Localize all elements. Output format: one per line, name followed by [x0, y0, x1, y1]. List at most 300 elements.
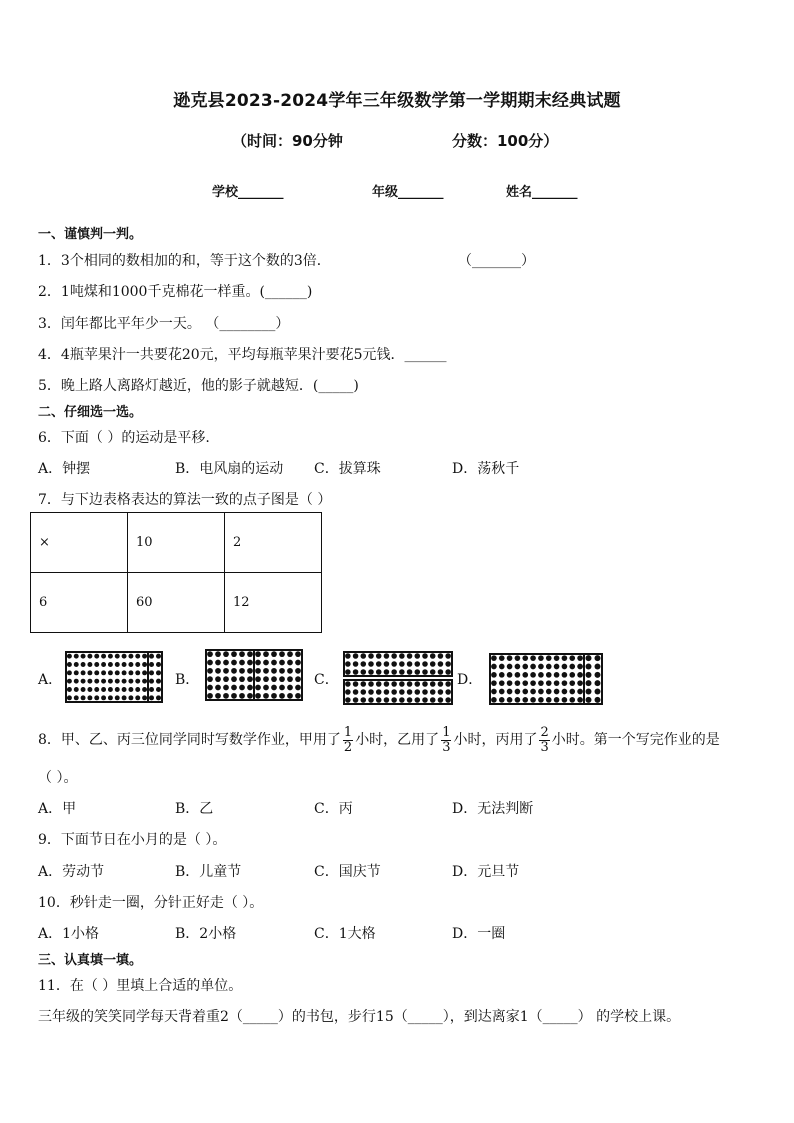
dot [515, 655, 521, 661]
dot [530, 680, 536, 686]
dot [422, 697, 428, 703]
dot [522, 697, 528, 703]
dot [407, 653, 413, 659]
dot [271, 693, 277, 699]
question-8-answer-blank[interactable]: （ ）。 [38, 770, 78, 786]
dot-group-frame [66, 652, 148, 702]
dot [515, 664, 521, 670]
dot [94, 687, 99, 692]
dot [569, 680, 575, 686]
dot [562, 655, 568, 661]
dot [108, 662, 113, 667]
dot [115, 662, 120, 667]
q8-option-d[interactable]: D．无法判断 [452, 801, 534, 817]
dot [515, 697, 521, 703]
dot [577, 672, 583, 678]
dot [149, 662, 154, 667]
dot [74, 679, 79, 684]
dot [81, 679, 86, 684]
dot [445, 697, 451, 703]
dot [415, 661, 421, 667]
dot [546, 664, 552, 670]
dot [569, 689, 575, 695]
dot [595, 655, 601, 661]
exam-score: 分数：100分） [452, 132, 559, 150]
dot [415, 653, 421, 659]
dot [81, 662, 86, 667]
dot [361, 681, 367, 687]
dot [81, 695, 86, 700]
dot [507, 689, 513, 695]
question-1-answer-blank[interactable]: （_______） [458, 253, 535, 269]
dot [231, 676, 237, 682]
dot-group-frame [206, 650, 254, 700]
dot [122, 687, 127, 692]
question-11: 11．在（ ）里填上合适的单位。 [38, 978, 243, 994]
q7-option-c[interactable]: C． [314, 672, 339, 688]
dot [361, 661, 367, 667]
dot [507, 680, 513, 686]
dot [271, 660, 277, 666]
dot [247, 693, 253, 699]
dot [263, 651, 269, 657]
q9-option-c[interactable]: C．国庆节 [314, 864, 381, 880]
dot-diagram-a[interactable] [64, 650, 164, 704]
table-cell: 12 [225, 573, 322, 633]
table-cell: 2 [225, 513, 322, 573]
dot [438, 669, 444, 675]
dot [101, 670, 106, 675]
dot [239, 693, 245, 699]
q10-option-c[interactable]: C．1大格 [314, 926, 376, 942]
dot [577, 664, 583, 670]
question-4: 4．4瓶苹果汁一共要花20元，平均每瓶苹果汁要花5元钱．______ [38, 347, 447, 363]
dot [445, 689, 451, 695]
dot [94, 670, 99, 675]
dot [231, 668, 237, 674]
dot [247, 668, 253, 674]
dot [101, 687, 106, 692]
dot [135, 679, 140, 684]
fraction-numerator: 1 [442, 724, 451, 740]
table-row [31, 513, 322, 573]
dot [149, 654, 154, 659]
dot [263, 693, 269, 699]
q8-text-1: 8．甲、乙、丙三位同学同时写数学作业，甲用了 [38, 732, 341, 748]
dot [522, 664, 528, 670]
fraction-numerator: 2 [540, 724, 549, 740]
q8-text-2: 小时，乙用了 [355, 732, 440, 748]
dot [295, 676, 301, 682]
q8-option-b[interactable]: B．乙 [175, 801, 214, 817]
dot [361, 689, 367, 695]
dot [554, 680, 560, 686]
dot [255, 668, 261, 674]
dot [215, 651, 221, 657]
dot [391, 653, 397, 659]
dot [287, 660, 293, 666]
dot [399, 653, 405, 659]
dot [376, 697, 382, 703]
dot [595, 680, 601, 686]
q10-option-d[interactable]: D．一圈 [452, 926, 506, 942]
dot [279, 668, 285, 674]
dot [491, 680, 497, 686]
dot [415, 697, 421, 703]
question-2: 2．1吨煤和1000千克棉花一样重。(______) [38, 284, 313, 300]
dot [239, 668, 245, 674]
dot [530, 664, 536, 670]
dot [128, 654, 133, 659]
dot [595, 689, 601, 695]
dot [122, 654, 127, 659]
dot [156, 654, 161, 659]
dot [445, 669, 451, 675]
multiplication-table [30, 512, 322, 633]
dot [122, 670, 127, 675]
dot [142, 662, 147, 667]
q10-option-b[interactable]: B．2小格 [175, 926, 237, 942]
dot [279, 660, 285, 666]
dot [128, 670, 133, 675]
dot [149, 687, 154, 692]
dot [399, 681, 405, 687]
dot [415, 681, 421, 687]
dot [391, 661, 397, 667]
section-heading-1: 一、谨慎判一判。 [38, 227, 143, 242]
dot [445, 681, 451, 687]
dot [295, 668, 301, 674]
page-title: 逊克县2023-2024学年三年级数学第一学期期末经典试题 [173, 91, 621, 111]
dot [239, 651, 245, 657]
dot [546, 689, 552, 695]
dot [499, 672, 505, 678]
dot [522, 689, 528, 695]
dot [384, 653, 390, 659]
dot [530, 697, 536, 703]
dot [108, 687, 113, 692]
fraction-denominator: 3 [540, 739, 549, 755]
dot [142, 679, 147, 684]
dot [368, 689, 374, 695]
dot [491, 689, 497, 695]
dot [562, 697, 568, 703]
dot [87, 654, 92, 659]
dot [353, 661, 359, 667]
dot [430, 697, 436, 703]
q8-option-a[interactable]: A．甲 [38, 801, 77, 817]
dot [135, 695, 140, 700]
dot [422, 653, 428, 659]
dot [108, 654, 113, 659]
dot [74, 670, 79, 675]
dot [538, 664, 544, 670]
dot [546, 697, 552, 703]
dot [255, 693, 261, 699]
dot [391, 697, 397, 703]
dot-group-frame [584, 654, 602, 704]
dot [376, 653, 382, 659]
dot [81, 687, 86, 692]
question-9: 9．下面节日在小月的是（ ）。 [38, 832, 227, 848]
dot [499, 664, 505, 670]
dot [135, 687, 140, 692]
dot [422, 661, 428, 667]
dot [128, 662, 133, 667]
name-field[interactable]: 姓名_______ [506, 185, 578, 200]
dot [586, 664, 592, 670]
dot [353, 697, 359, 703]
question-10: 10．秒针走一圈，分针正好走（ ）。 [38, 895, 264, 911]
question-6: 6．下面（ ）的运动是平移. [38, 430, 210, 446]
dot [263, 668, 269, 674]
q6-option-c[interactable]: C．拔算珠 [314, 461, 381, 477]
dot [368, 681, 374, 687]
table-cell: × [31, 513, 128, 573]
dot [108, 679, 113, 684]
dot [562, 689, 568, 695]
table-cell: 60 [128, 573, 225, 633]
dot [507, 697, 513, 703]
dot [207, 668, 213, 674]
dot [391, 669, 397, 675]
dot [263, 660, 269, 666]
dot [115, 654, 120, 659]
dot [263, 676, 269, 682]
dot [231, 693, 237, 699]
q8-text-3: 小时，丙用了 [453, 732, 538, 748]
dot [142, 670, 147, 675]
dot [81, 670, 86, 675]
dot [207, 676, 213, 682]
dot [445, 653, 451, 659]
dot [287, 651, 293, 657]
dot [530, 689, 536, 695]
dot [368, 653, 374, 659]
dot [74, 687, 79, 692]
dot [507, 672, 513, 678]
dot [223, 693, 229, 699]
dot [399, 661, 405, 667]
dot [295, 693, 301, 699]
dot [295, 660, 301, 666]
dot [81, 654, 86, 659]
dot [384, 689, 390, 695]
dot [287, 685, 293, 691]
dot [122, 679, 127, 684]
dot [415, 669, 421, 675]
dot [530, 655, 536, 661]
q6-option-d[interactable]: D．荡秋千 [452, 461, 520, 477]
dot [407, 661, 413, 667]
dot [142, 695, 147, 700]
q7-option-d[interactable]: D． [457, 672, 483, 688]
dot [595, 672, 601, 678]
question-8 [38, 722, 720, 758]
dot [407, 681, 413, 687]
dot [255, 676, 261, 682]
dot [538, 672, 544, 678]
grade-field[interactable]: 年级_______ [372, 185, 444, 200]
exam-time: （时间：90分钟 [232, 132, 343, 150]
dot [345, 669, 351, 675]
dot [108, 670, 113, 675]
dot [142, 687, 147, 692]
dot [94, 695, 99, 700]
dot [255, 651, 261, 657]
q9-option-a[interactable]: A．劳动节 [38, 864, 105, 880]
q7-option-b[interactable]: B． [175, 672, 200, 688]
dot [255, 660, 261, 666]
dot [586, 672, 592, 678]
dot [499, 680, 505, 686]
dot [231, 685, 237, 691]
dot [223, 676, 229, 682]
dot [562, 672, 568, 678]
dot [128, 687, 133, 692]
dot-group-frame [344, 652, 452, 676]
fraction-one-third [441, 726, 451, 755]
dot [353, 653, 359, 659]
dot [586, 655, 592, 661]
dot [135, 670, 140, 675]
dot [407, 669, 413, 675]
dot [156, 670, 161, 675]
table-row [31, 573, 322, 633]
dot [207, 660, 213, 666]
dot [546, 672, 552, 678]
dot [108, 695, 113, 700]
dot [128, 695, 133, 700]
dot [94, 662, 99, 667]
dot [538, 697, 544, 703]
question-5: 5．晚上路人离路灯越近，他的影子就越短．(_____) [38, 378, 359, 394]
dot [569, 672, 575, 678]
dot-group-frame [490, 654, 584, 704]
dot [368, 697, 374, 703]
dot [399, 689, 405, 695]
school-field[interactable]: 学校_______ [212, 185, 284, 200]
dot [115, 687, 120, 692]
dot [507, 664, 513, 670]
fraction-two-thirds [539, 726, 549, 755]
dot [491, 655, 497, 661]
q9-option-d[interactable]: D．元旦节 [452, 864, 520, 880]
q9-option-b[interactable]: B．儿童节 [175, 864, 242, 880]
dot [271, 685, 277, 691]
q6-option-b[interactable]: B．电风扇的运动 [175, 461, 284, 477]
dot [215, 685, 221, 691]
dot [507, 655, 513, 661]
dot [384, 669, 390, 675]
dot [499, 697, 505, 703]
dot [263, 685, 269, 691]
fraction-denominator: 3 [442, 739, 451, 755]
table-cell: 6 [31, 573, 128, 633]
dot [122, 662, 127, 667]
dot [577, 680, 583, 686]
dot [384, 681, 390, 687]
dot [538, 655, 544, 661]
dot [215, 676, 221, 682]
dot [554, 689, 560, 695]
dot [255, 685, 261, 691]
dot [135, 662, 140, 667]
dot [595, 664, 601, 670]
dot [122, 695, 127, 700]
dot-diagram-b[interactable] [204, 648, 304, 702]
dot [407, 689, 413, 695]
question-1: 1．3个相同的数相加的和，等于这个数的3倍． [38, 253, 331, 269]
dot [515, 689, 521, 695]
dot [376, 689, 382, 695]
dot [391, 689, 397, 695]
dot [101, 695, 106, 700]
dot [101, 679, 106, 684]
fraction-numerator: 1 [343, 724, 353, 740]
dot [231, 660, 237, 666]
dot [595, 697, 601, 703]
dot [207, 685, 213, 691]
q7-option-a[interactable]: A． [38, 672, 63, 688]
dot [223, 685, 229, 691]
dot [67, 679, 72, 684]
dot [223, 668, 229, 674]
dot [391, 681, 397, 687]
dot [361, 697, 367, 703]
dot [546, 680, 552, 686]
dot [115, 695, 120, 700]
dot [67, 670, 72, 675]
dot-diagram-d[interactable] [488, 652, 606, 706]
dot [156, 679, 161, 684]
dot [522, 680, 528, 686]
dot [491, 697, 497, 703]
dot [94, 679, 99, 684]
q10-option-a[interactable]: A．1小格 [38, 926, 100, 942]
dot [569, 697, 575, 703]
dot-group-frame [254, 650, 302, 700]
dot [87, 679, 92, 684]
dot [577, 697, 583, 703]
dot [345, 661, 351, 667]
dot [422, 669, 428, 675]
dot [115, 670, 120, 675]
dot [361, 653, 367, 659]
q6-option-a[interactable]: A．钟摆 [38, 461, 91, 477]
dot [430, 661, 436, 667]
dot [422, 681, 428, 687]
dot [430, 653, 436, 659]
q8-option-c[interactable]: C．丙 [314, 801, 353, 817]
dot [384, 697, 390, 703]
dot [415, 689, 421, 695]
dot [74, 662, 79, 667]
dot [247, 651, 253, 657]
dot [569, 664, 575, 670]
dot-diagram-c[interactable] [342, 650, 454, 706]
dot [345, 681, 351, 687]
dot [345, 697, 351, 703]
dot [156, 687, 161, 692]
dot [128, 679, 133, 684]
dot [87, 687, 92, 692]
dot [67, 695, 72, 700]
dot [279, 651, 285, 657]
dot [271, 668, 277, 674]
dot [287, 668, 293, 674]
dot [399, 669, 405, 675]
